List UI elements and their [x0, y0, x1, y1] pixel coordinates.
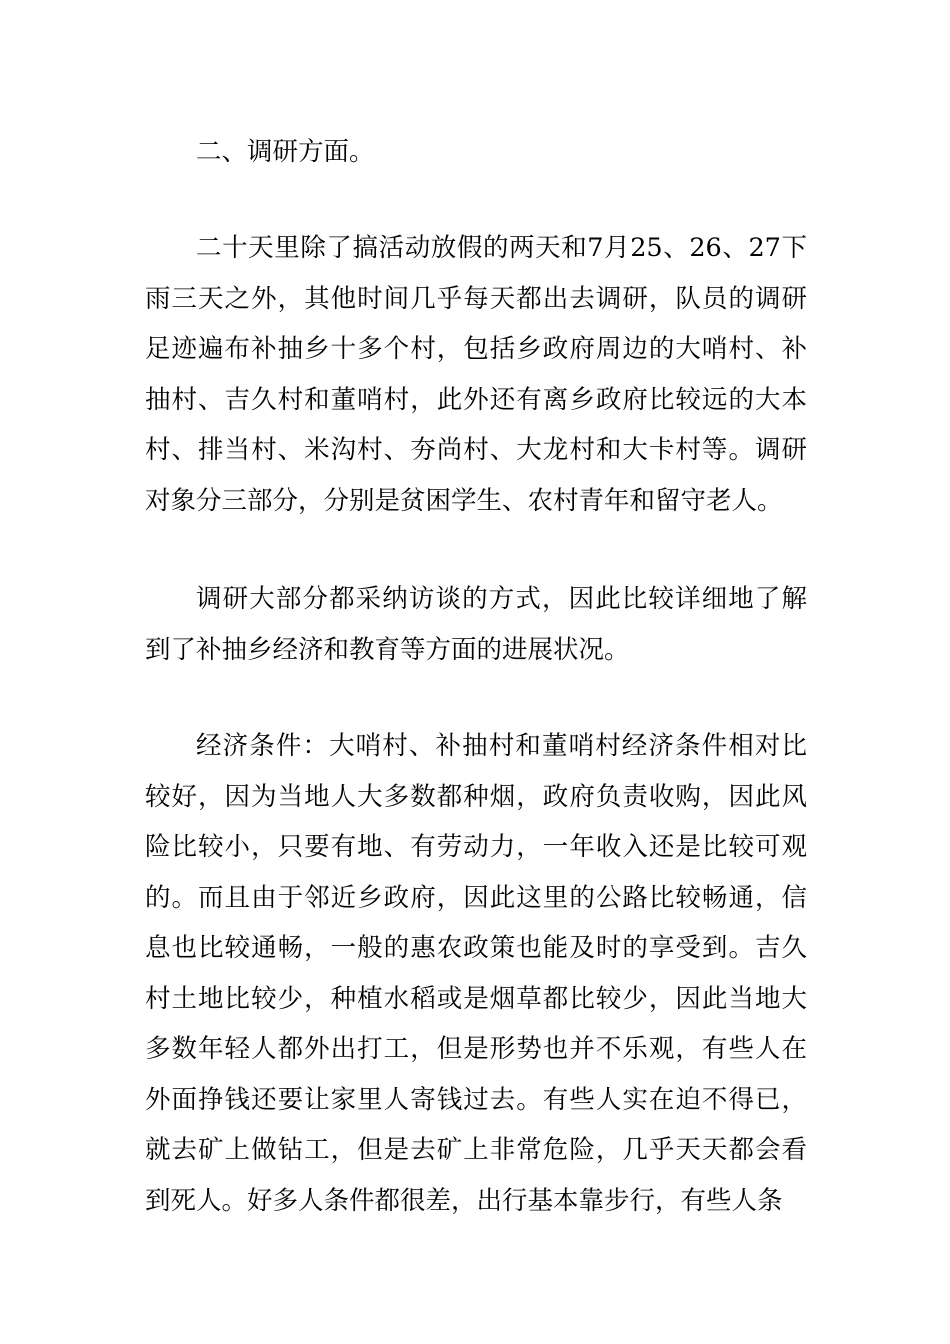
paragraph-research-scope: 二十天里除了搞活动放假的两天和7月25、26、27下雨三天之外，其他时间几乎每天都出去调研，队员的调研足迹遍布补抽乡十多个村，包括乡政府周边的大哨村、补抽村、吉久村和董哨村，此外还有离乡政府比较远的大本村、排当村、米沟村、夯尚村、大龙村和大卡村等。调研对象分三部分，分别是贫困学生、农村青年和留守老人。 [145, 233, 807, 516]
paragraph-research-method: 调研大部分都采纳访谈的方式，因此比较详细地了解到了补抽乡经济和教育等方面的进展状况。 [145, 584, 807, 665]
paragraph-economic-conditions: 经济条件：大哨村、补抽村和董哨村经济条件相对比较好，因为当地人大多数都种烟，政府负责收购，因此风险比较小，只要有地、有劳动力，一年收入还是比较可观的。而且由于邻近乡政府，因此这里的公路比较畅通，信息也比较通畅，一般的惠农政策也能及时的享受到。吉久村土地比较少，种植水稻或是烟草都比较少，因此当地大多数年轻人都外出打工，但是形势也并不乐观，有些人在外面挣钱还要让家里人寄钱过去。有些人实在迫不得已，就去矿上做钻工，但是去矿上非常危险，几乎天天都会看到死人。好多人条件都很差，出行基本靠步行，有些人条 [145, 731, 807, 1216]
section-heading: 二、调研方面。 [196, 137, 375, 167]
